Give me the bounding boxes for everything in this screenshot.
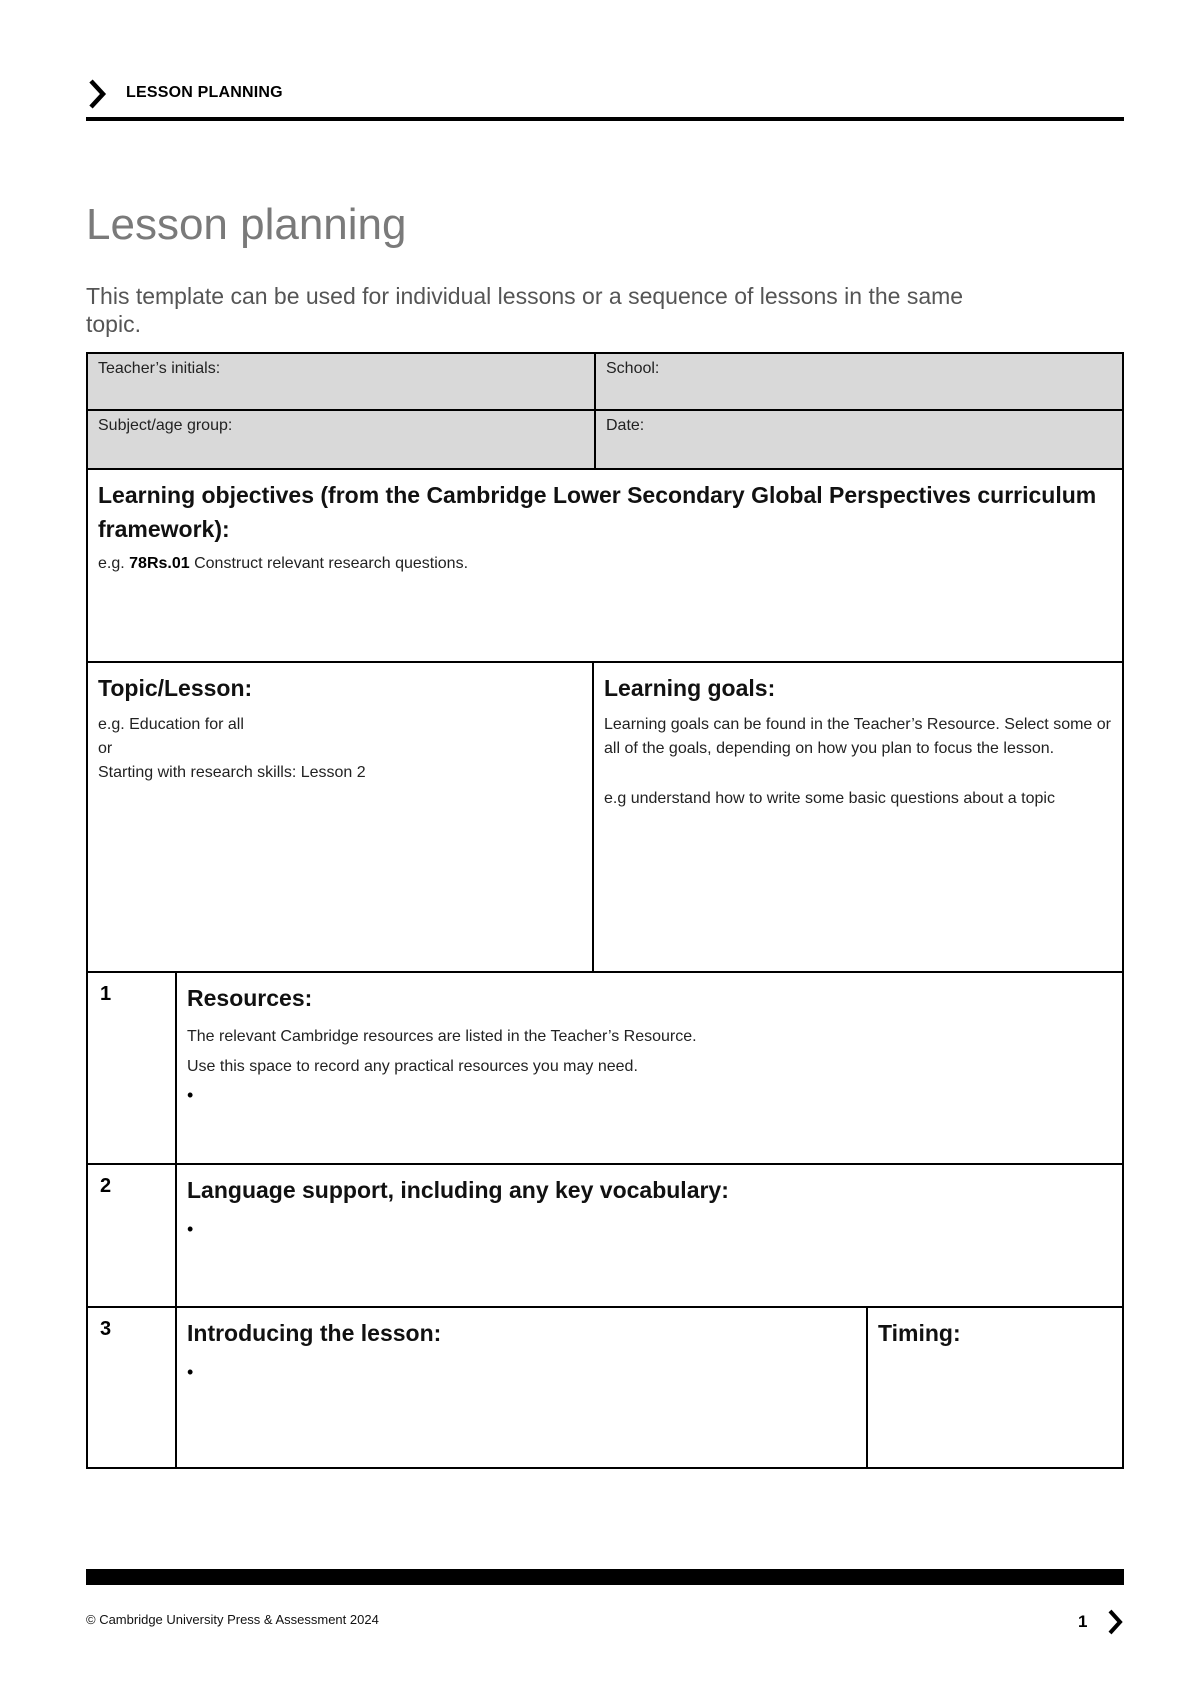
teacher-initials-label: Teacher’s initials: <box>98 360 221 377</box>
resources-line-2: Use this space to record any practical resources you may need. <box>187 1058 638 1075</box>
chevron-right-icon <box>86 78 108 110</box>
form-row-teacher-school <box>86 352 1124 411</box>
section-number: 2 <box>100 1175 112 1197</box>
page-title: Lesson planning <box>86 200 407 249</box>
footer-bar <box>86 1569 1124 1585</box>
page-number: 1 <box>1078 1612 1088 1631</box>
intro-text: This template can be used for individual lessons or a sequence of lessons in the same topic. <box>86 283 964 337</box>
section-number: 3 <box>100 1318 112 1340</box>
topic-line-3: Starting with research skills: Lesson 2 <box>98 764 366 781</box>
introduction-field[interactable] <box>175 1308 866 1467</box>
introduction-bullet: • <box>187 1362 194 1382</box>
header-label: LESSON PLANNING <box>126 84 283 101</box>
objectives-field[interactable] <box>88 470 1122 661</box>
language-support-bullet: • <box>187 1219 194 1239</box>
teacher-initials-field[interactable] <box>88 354 594 409</box>
language-support-heading: Language support, including any key vocabulary: <box>187 1177 729 1203</box>
date-label: Date: <box>606 417 645 434</box>
chevron-right-icon[interactable] <box>1106 1608 1124 1636</box>
form-row-subject-date <box>86 411 1124 470</box>
goals-field[interactable] <box>592 663 1122 971</box>
objectives-heading: Learning objectives (from the Cambridge Lower Secondary Global Perspectives curriculum framework): <box>98 482 1097 542</box>
objectives-example-text: Construct relevant research questions. <box>194 555 469 572</box>
school-field[interactable] <box>594 354 1122 409</box>
goals-para-1: Learning goals can be found in the Teacher’s Resource. Select some or all of the goals, depending on how you plan to focus the lesson. <box>604 716 1111 757</box>
lesson-plan-form <box>86 352 1124 1469</box>
goals-para-2: e.g understand how to write some basic questions about a topic <box>604 790 1055 807</box>
topic-heading: Topic/Lesson: <box>98 675 253 701</box>
date-field[interactable] <box>594 411 1122 468</box>
resources-field[interactable] <box>175 973 1122 1163</box>
resources-bullet: • <box>187 1085 194 1105</box>
header-rule <box>86 117 1124 121</box>
school-label: School: <box>606 360 660 377</box>
topic-field[interactable] <box>88 663 592 971</box>
form-row-objectives <box>86 470 1124 663</box>
objectives-example-code: 78Rs.01 <box>129 555 190 572</box>
resources-heading: Resources: <box>187 985 313 1011</box>
topic-line-1: e.g. Education for all <box>98 716 244 733</box>
timing-field[interactable] <box>866 1308 1122 1467</box>
subject-field[interactable] <box>88 411 594 468</box>
introduction-heading: Introducing the lesson: <box>187 1320 442 1346</box>
goals-heading: Learning goals: <box>604 675 776 701</box>
resources-line-1: The relevant Cambridge resources are listed in the Teacher’s Resource. <box>187 1028 697 1045</box>
objectives-example-prefix: e.g. <box>98 555 125 572</box>
form-row-language-support <box>86 1165 1124 1308</box>
copyright: © Cambridge University Press & Assessment 2024 <box>86 1612 379 1627</box>
form-row-introduction <box>86 1308 1124 1469</box>
subject-label: Subject/age group: <box>98 417 233 434</box>
objectives-example <box>98 552 1112 576</box>
timing-heading: Timing: <box>878 1320 961 1346</box>
topic-line-2: or <box>98 740 113 757</box>
form-row-resources <box>86 973 1124 1165</box>
section-number: 1 <box>100 983 112 1005</box>
language-support-field[interactable] <box>175 1165 1122 1306</box>
form-row-topic-goals <box>86 663 1124 973</box>
page-header <box>86 78 1124 122</box>
